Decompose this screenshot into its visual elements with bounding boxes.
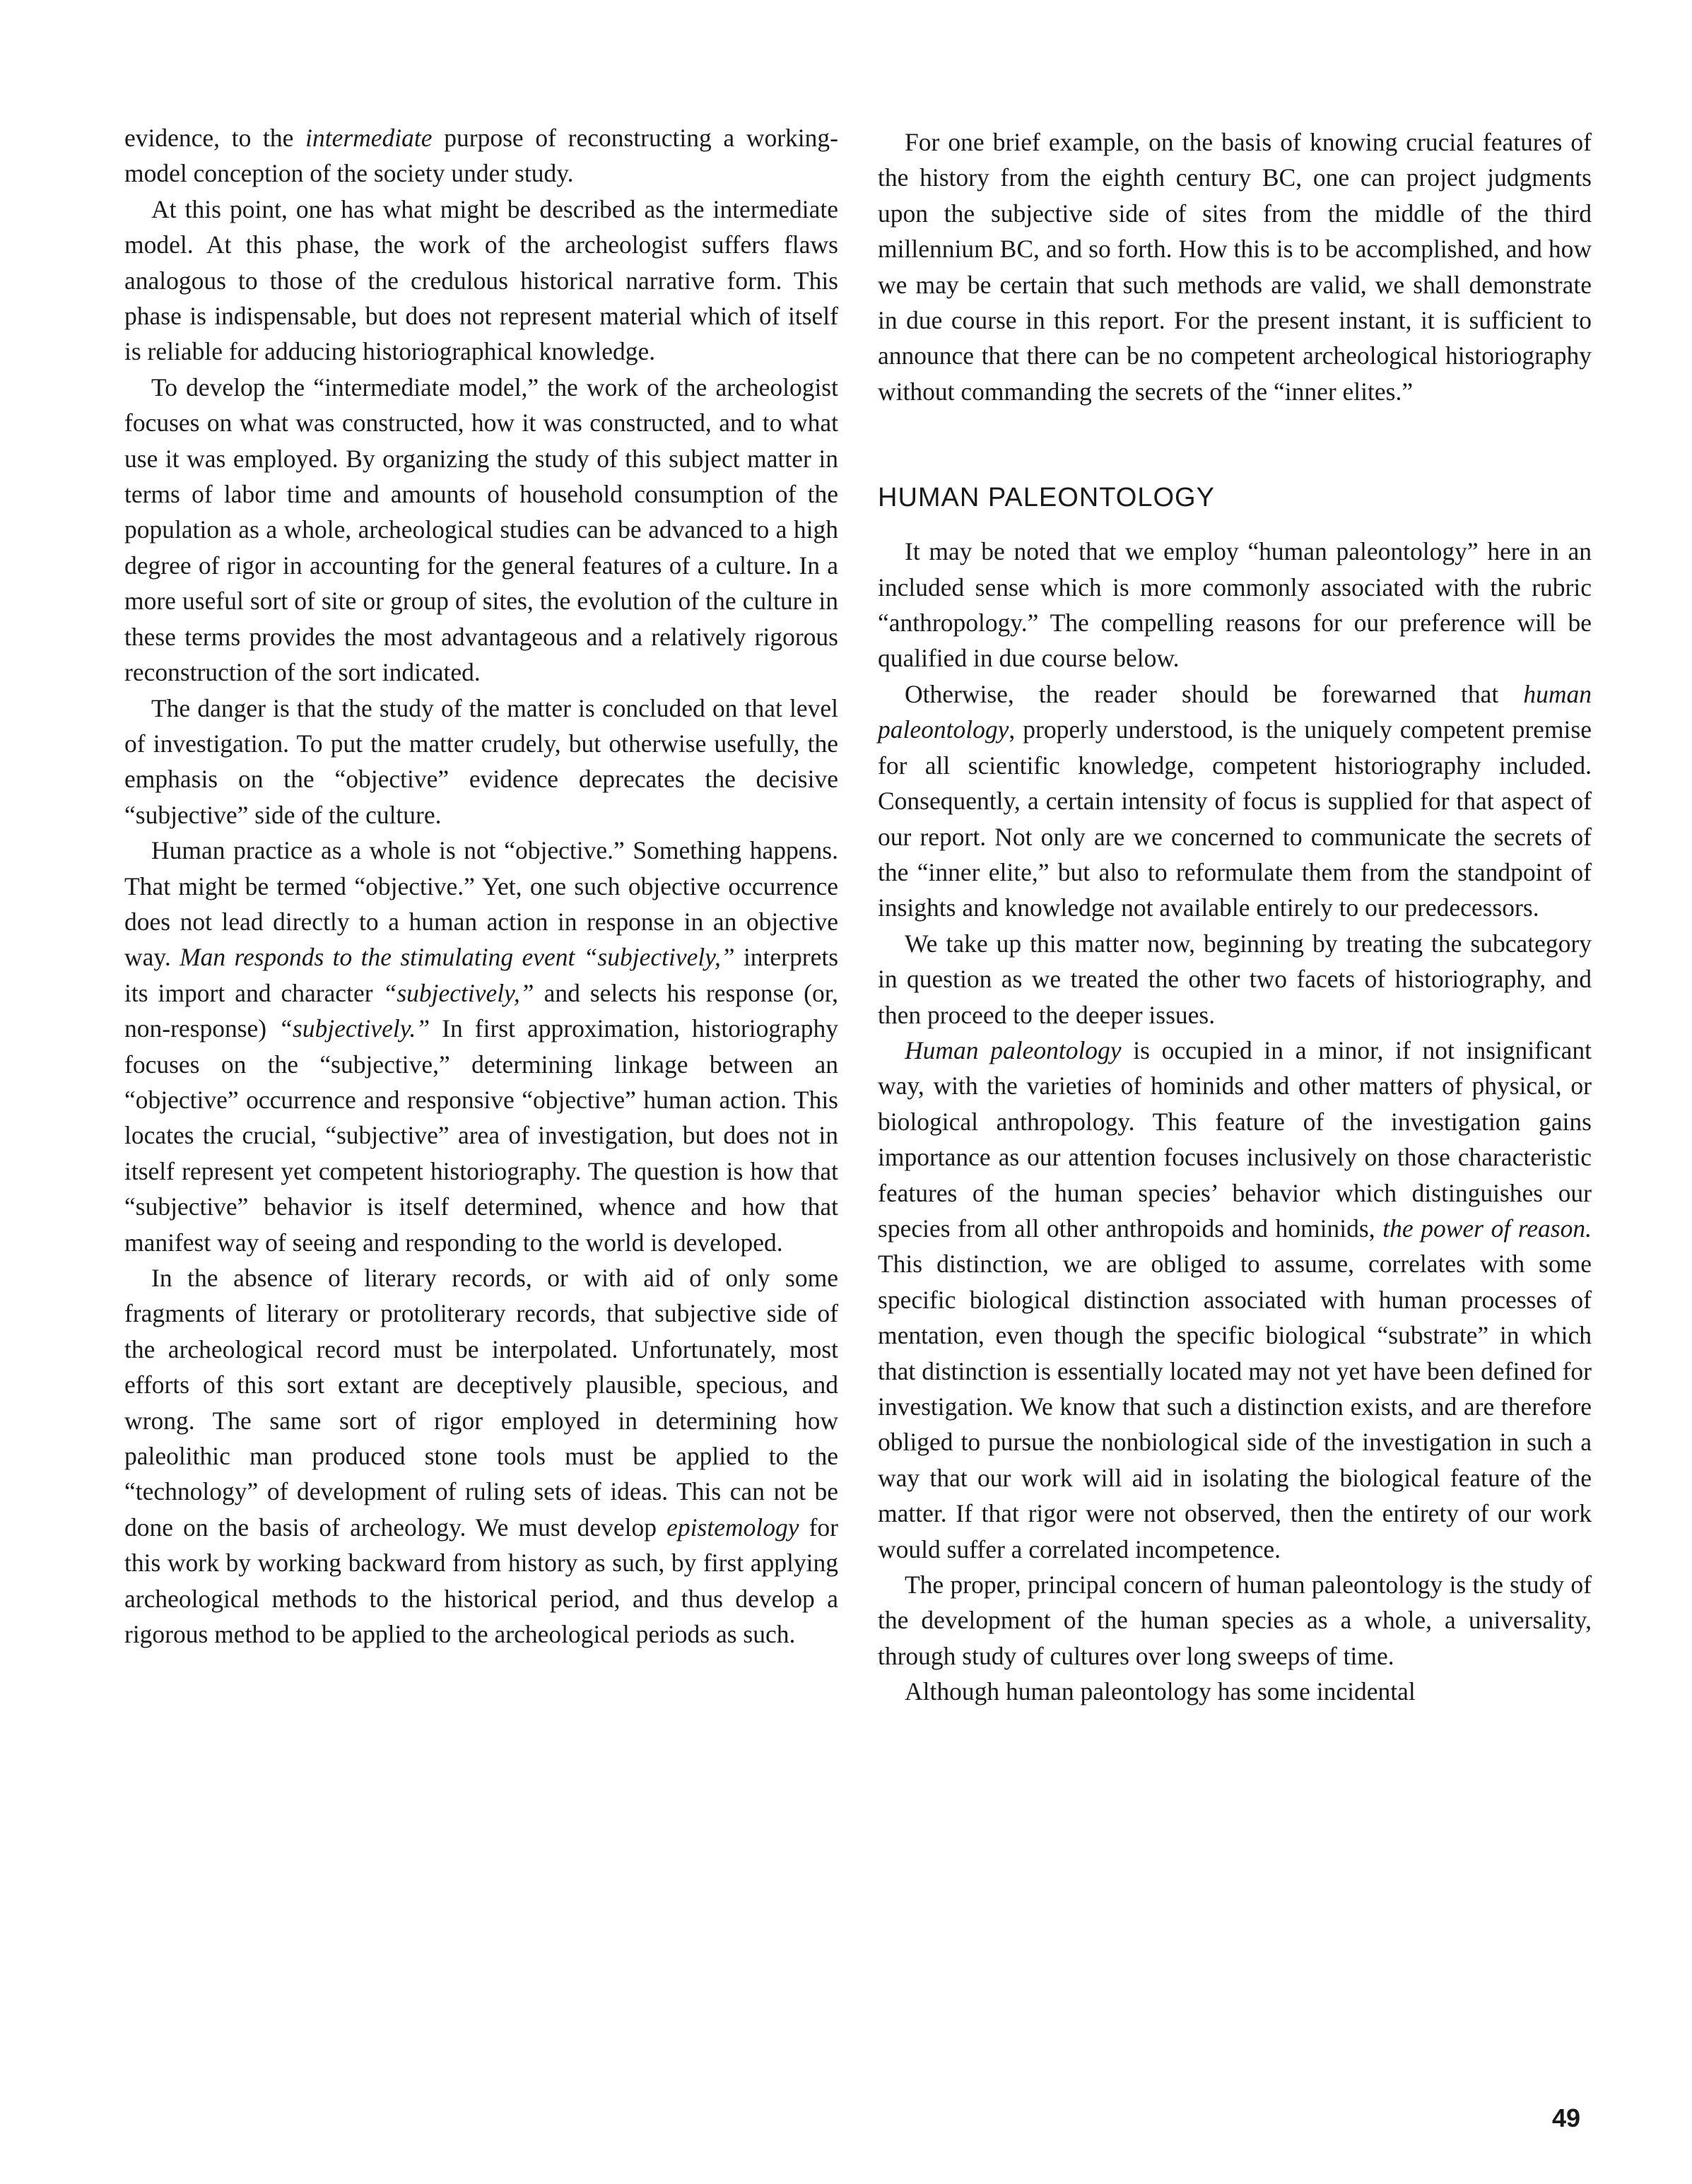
- emphasis: epistemology: [666, 1513, 799, 1542]
- paragraph: Although human paleontology has some incidental: [905, 1677, 1416, 1706]
- emphasis: intermediate: [305, 124, 433, 152]
- paragraph: For one brief example, on the basis of knowing crucial features of the history from the eighth century BC, one can project judgments upon the subjective side of sites from the middle of the third millennium BC, and so forth. How this is to be accomplished, and how we may be certain that such methods are valid, we shall demonstrate in due course in this report. For the present instant, it is sufficient to announce that there can be no competent archeological historiography without commanding the secrets of the “inner elites.”: [878, 128, 1592, 406]
- paragraph: The danger is that the study of the matter is concluded on that level of investigation. To put the matter crudely, but otherwise usefully, the emphasis on the “objective” evidence deprecates the decisive “subjective” side of the culture.: [124, 693, 838, 829]
- left-column: [124, 120, 838, 1652]
- page-number: 49: [1552, 2103, 1581, 2132]
- section-heading: HUMAN PALEONTOLOGY: [878, 483, 1215, 513]
- paragraph: Human practice as a whole is not “objective.” Something happens. That might be termed “objective.” Yet, one such objective occurrence does not lead directly to a human action in response in an objective way. Man responds to the stimulating event “subjectively,” interprets its import and character “subjectively,” and selects his response (or, non-response) “subjectively.” In first approximation, historiography focuses on the “subjective,” determining linkage between an “objective” occurrence and responsive “objective” human action. This locates the crucial, “subjective” area of investigation, but does not in itself represent yet competent historiography. The question is how that “subjective” behavior is itself determined, whence and how that manifest way of seeing and responding to the world is developed.: [124, 836, 839, 1257]
- emphasis: human paleontology: [878, 679, 1592, 744]
- emphasis: “subjectively,”: [382, 978, 534, 1007]
- paragraph: It may be noted that we employ “human paleontology” here in an included sense which is more commonly associated with the rubric “anthropology.” The compelling reasons for our preference will be qualified in due course below.: [878, 537, 1592, 673]
- paragraph: Otherwise, the reader should be forewarned that human paleontology, properly understood, is the uniquely competent premise for all scientific knowledge, competent historiography included. Consequently, a certain intensity of focus is supplied for that aspect of our report. Not only are we concerned to communicate the secrets of the “inner elite,” but also to reformulate them from the standpoint of insights and knowledge not available entirely to our predecessors.: [878, 679, 1592, 922]
- right-column: [878, 124, 1592, 1710]
- paragraph: evidence, to the intermediate purpose of reconstructing a working-model conception of the society under study.: [124, 124, 838, 188]
- emphasis: Man responds to the stimulating event “subjectively,”: [180, 943, 735, 972]
- paragraph: To develop the “intermediate model,” the work of the archeologist focuses on what was constructed, how it was constructed, and to what use it was employed. By organizing the study of this subject matter in terms of labor time and amounts of household consumption of the population as a whole, archeological studies can be advanced to a high degree of rigor in accounting for the general features of a culture. In a more useful sort of site or group of sites, the evolution of the culture in these terms provides the most advantageous and a relatively rigorous reconstruction of the sort indicated.: [124, 372, 838, 687]
- paragraph: The proper, principal concern of human paleontology is the study of the development of the human species as a whole, a universality, through study of cultures over long sweeps of time.: [878, 1571, 1592, 1670]
- emphasis: the power of reason.: [1382, 1214, 1592, 1243]
- paragraph: We take up this matter now, beginning by treating the subcategory in question as we treated the other two facets of historiography, and then proceed to the deeper issues.: [878, 929, 1592, 1029]
- emphasis: “subjectively.”: [278, 1014, 430, 1043]
- paragraph: At this point, one has what might be described as the intermediate model. At this phase, the work of the archeologist suffers flaws analogous to those of the credulous historical narrative form. This phase is indispensable, but does not represent material which of itself is reliable for adducing historiographical knowledge.: [124, 194, 838, 366]
- paragraph: Human paleontology is occupied in a minor, if not insignificant way, with the varieties of hominids and other matters of physical, or biological anthropology. This feature of the investigation gains importance as our attention focuses inclusively on those characteristic features of the human species’ behavior which distinguishes our species from all other anthropoids and hominids, the power of reason. This distinction, we are obliged to assume, correlates with some specific biological distinction associated with human processes of mentation, even though the specific biological “substrate” in which that distinction is essentially located may not yet have been defined for investigation. We know that such a distinction exists, and are therefore obliged to pursue the nonbiological side of the investigation in such a way that our work will aid in isolating the biological feature of the matter. If that rigor were not observed, then the entirety of our work would suffer a correlated incompetence.: [878, 1035, 1592, 1563]
- paragraph: In the absence of literary records, or with aid of only some fragments of literary or protoliterary records, that subjective side of the archeological record must be interpolated. Unfortunately, most efforts of this sort extant are deceptively plausible, specious, and wrong. The same sort of rigor employed in determining how paleolithic man produced stone tools must be applied to the “technology” of development of ruling sets of ideas. This can not be done on the basis of archeology. We must develop epistemology for this work by working backward from history as such, by first applying archeological methods to the historical period, and thus develop a rigorous method to be applied to the archeological periods as such.: [124, 1264, 838, 1649]
- emphasis: Human paleontology: [905, 1035, 1122, 1064]
